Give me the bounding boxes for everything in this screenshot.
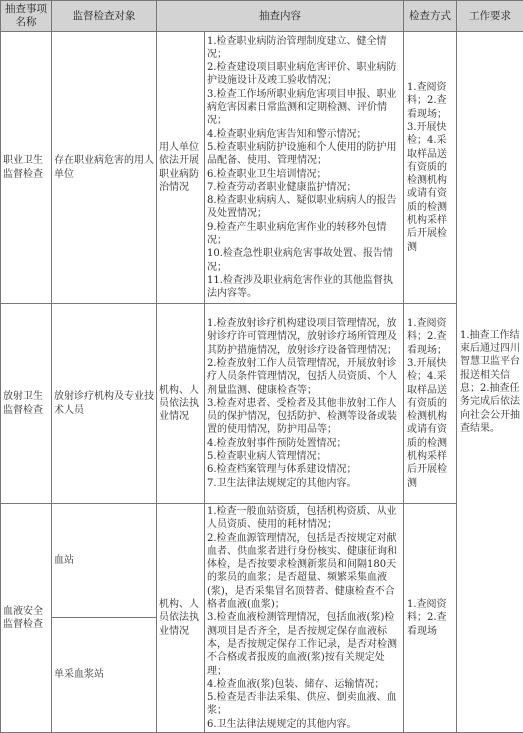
row-content <box>205 504 404 733</box>
content-line: 4.检查血液(浆)包装、储存、运输情况； <box>207 678 401 691</box>
row-subject: 机构、人员依法执业情况 <box>157 304 205 504</box>
content-line: 1.检查职业病防治管理制度建立、健全情况； <box>207 35 401 62</box>
content-line: 5.检查职业病防护设施和个人使用的防护用品配备、使用、管理情况； <box>207 141 401 168</box>
row-item-name: 血液安全监督检查 <box>1 504 52 733</box>
row-subject: 机构、人员依法执业情况 <box>157 504 205 733</box>
content-line: 2.检查血源管理情况，包括是否按规定对献血者、供血浆者进行身份核实、健康征询和体检，是否按要求检测新浆员和间隔180天的浆员的血浆；是否超量、频繁采集血液(浆)，是否采集冒名顶替者、健康检查不合格者血液(血浆)； <box>207 532 401 612</box>
row-content <box>205 32 404 304</box>
row-method: 1.查阅资料；2.查看现场；3.开展快检；4.采取样品送有资质的检测机构或请有资质的检测机构采样后开展检测 <box>404 304 457 504</box>
header-content: 抽查内容 <box>157 1 404 32</box>
header-item-name: 抽查事项名称 <box>1 1 52 32</box>
content-line: 9.检查产生职业病危害作业的转移外包情况； <box>207 221 401 248</box>
content-line: 1.检查一般血站资质，包括机构资质、从业人员资质、使用的耗材情况； <box>207 505 401 532</box>
row-object: 放射诊疗机构及专业技术人员 <box>52 304 157 504</box>
table-row <box>1 504 523 618</box>
work-requirement: 1.抽查工作结束后通过四川智慧卫监平台报送相关信息；2.抽查任务完成后依法向社会公开抽查结果。 <box>457 32 523 733</box>
row-item-name: 放射卫生监督检查 <box>1 304 52 504</box>
content-line: 2.检查放射工作人员管理情况，开展放射诊疗人员条件管理情况，包括人员资质、个人剂量监测、健康检查等； <box>207 357 401 397</box>
content-line: 11.检查涉及职业病危害作业的其他监督执法内容等。 <box>207 274 401 301</box>
row-subject: 用人单位依法开展职业病防治情况 <box>157 32 205 304</box>
content-line: 5.检查职业病人管理情况； <box>207 450 401 463</box>
content-line: 4.检查放射事件预防处置情况； <box>207 437 401 450</box>
content-line: 4.检查职业病危害告知和警示情况； <box>207 128 401 141</box>
row-object: 血站 <box>52 504 157 618</box>
content-line: 5.检查是否非法采集、供应、倒卖血液、血浆； <box>207 691 401 718</box>
content-line: 8.检查职业病病人、疑似职业病病人的报告及处置情况； <box>207 194 401 221</box>
row-object: 存在职业病危害的用人单位 <box>52 32 157 304</box>
table-row <box>1 32 523 304</box>
row-method: 1.查阅资料；2.查看现场；3.开展快检；4.采取样品送有资质的检测机构或请有资质的检测机构采样后开展检测 <box>404 32 457 304</box>
content-line: 6.检查档案管理与体系建设情况； <box>207 463 401 476</box>
content-line: 7.检查劳动者职业健康监护情况； <box>207 181 401 194</box>
content-line: 6.检查职业卫生培训情况； <box>207 168 401 181</box>
row-item-name: 职业卫生监督检查 <box>1 32 52 304</box>
content-line: 7.卫生法律法规规定的其他内容。 <box>207 477 401 490</box>
content-line: 10.检查急性职业病危害事故处置、报告情况； <box>207 247 401 274</box>
row-object: 单采血浆站 <box>52 618 157 733</box>
content-line: 3.检查血液检测管理情况，包括血液(浆)检测项目是否齐全，是否按规定保存血液标本，是否按规定保存工作记录，是否对检测不合格或者报废的血液(浆)按有关规定处理； <box>207 611 401 677</box>
content-line: 6.卫生法律法规规定的其他内容。 <box>207 718 401 731</box>
header-method: 检查方式 <box>404 1 457 32</box>
content-line: 1.检查放射诊疗机构建设项目管理情况，放射诊疗许可管理情况，放射诊疗场所管理及其防护措施情况，放射诊疗设备管理情况； <box>207 317 401 357</box>
content-line: 3.检查对患者、受检者及其他非放射工作人员的保护情况，包括防护、检测等设备或装置的使用情况，防护用品等； <box>207 397 401 437</box>
content-line: 3.检查工作场所职业病危害项目申报、职业病危害因素日常监测和定期检测、评价情况； <box>207 88 401 128</box>
content-line: 2.检查建设项目职业病危害评价、职业病防护设施设计及竣工验收情况； <box>207 61 401 88</box>
row-method: 1.查阅资料；2.查看现场 <box>404 504 457 733</box>
header-requirement: 工作要求 <box>457 1 523 32</box>
header-object: 监督检查对象 <box>52 1 157 32</box>
table-row <box>1 304 523 504</box>
table-header-row <box>1 1 523 32</box>
row-content <box>205 304 404 504</box>
